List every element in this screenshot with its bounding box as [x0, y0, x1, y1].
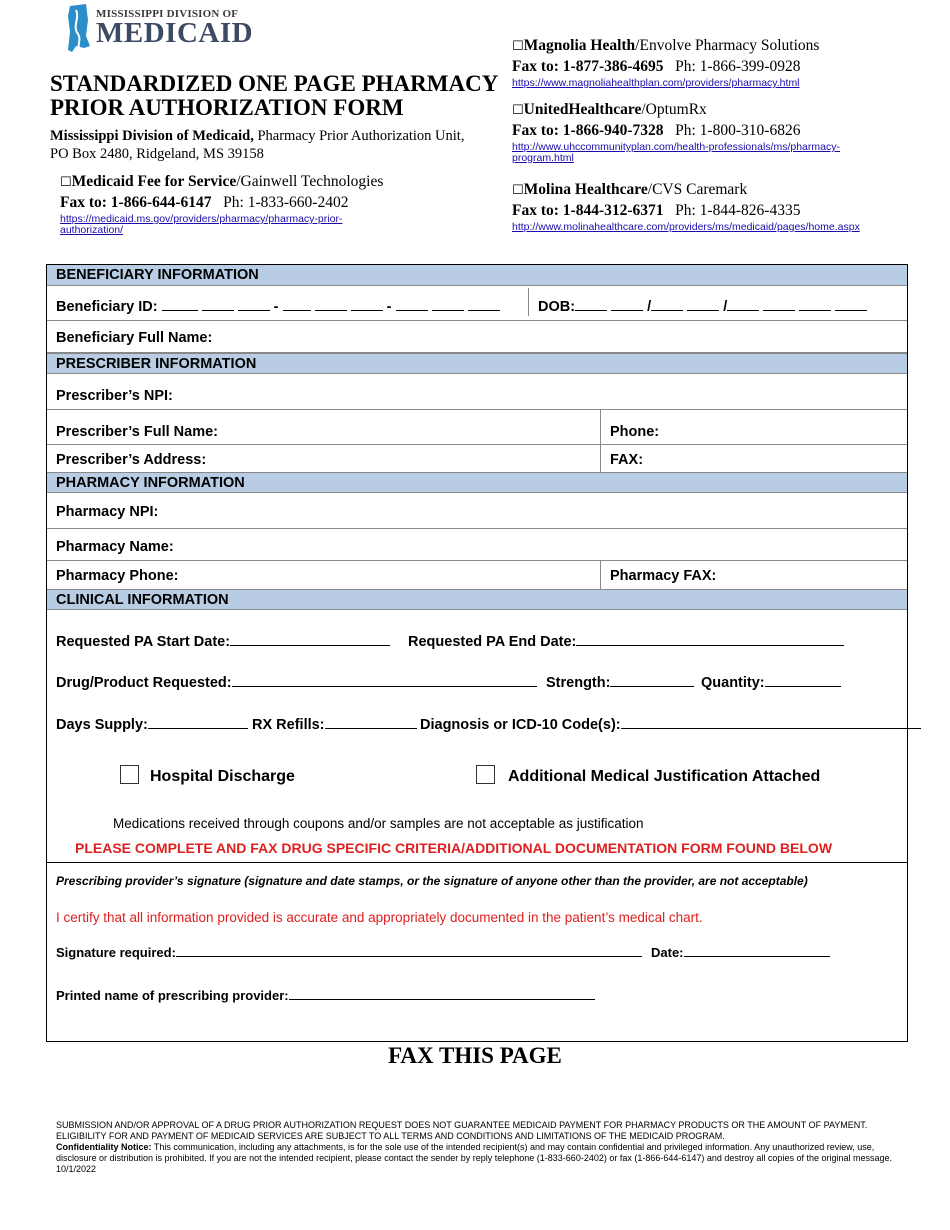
rx-refills-field[interactable]: RX Refills: — [252, 716, 417, 733]
prescriber-address-label[interactable]: Prescriber’s Address: — [56, 452, 207, 468]
divider — [600, 561, 601, 589]
plan-molina-link[interactable]: http://www.molinahealthcare.com/providers/ms/medicaid/pages/home.aspx — [512, 221, 860, 233]
pharmacy-npi-label: Pharmacy NPI: — [56, 504, 159, 520]
drug-product-field[interactable]: Drug/Product Requested: — [56, 674, 537, 691]
plan-magnolia-name: Magnolia Health — [523, 37, 636, 54]
prescriber-phone-label[interactable]: Phone: — [610, 424, 660, 440]
row-prescriber-address — [47, 445, 907, 472]
plan-ffs-checkbox[interactable]: ☐ — [60, 175, 72, 190]
form-title: STANDARDIZED ONE PAGE PHARMACY PRIOR AUTHORIZATION FORM — [50, 71, 498, 120]
date-field[interactable]: Date: — [651, 944, 830, 960]
strength-field[interactable]: Strength: — [546, 674, 694, 691]
pharmacy-fax-label[interactable]: Pharmacy FAX: — [610, 568, 717, 584]
plan-ffs — [60, 173, 500, 236]
address-unit: Pharmacy Prior Authorization Unit, — [253, 128, 465, 144]
section-pharmacy: PHARMACY INFORMATION — [47, 472, 907, 493]
divider — [528, 288, 529, 316]
plan-united — [512, 101, 912, 164]
footer-confidentiality-label: Confidentiality Notice: — [56, 1142, 152, 1152]
plan-ffs-vendor: /Gainwell Technologies — [236, 173, 384, 190]
beneficiary-id-field[interactable]: Beneficiary ID: - - — [56, 298, 500, 315]
plan-united-phone: Ph: 1-800-310-6826 — [675, 122, 801, 139]
footer-confidentiality-text: This communication, including any attachments, is for the sole use of the intended recipient(s) and may contain confidential and privileged information. Any unauthorized review, use, disclosure or distribution is prohibited. If you are not the intended recipient, please contact the sender by reply telephone (1-833-660-2402) or fax (1-866-644-6147) and destroy all copies of the original message. — [56, 1142, 892, 1163]
section-prescriber: PRESCRIBER INFORMATION — [47, 353, 907, 374]
signature-field[interactable]: Signature required: — [56, 944, 642, 960]
plan-magnolia-fax: Fax to: 1-877-386-4695 — [512, 58, 664, 75]
row-beneficiary-name[interactable] — [47, 321, 907, 353]
logo-small-text: MISSISSIPPI DIVISION OF — [96, 8, 239, 20]
plan-magnolia-vendor: /Envolve Pharmacy Solutions — [635, 37, 820, 54]
additional-justification-label: Additional Medical Justification Attached — [508, 768, 821, 785]
printed-name-field[interactable]: Printed name of prescribing provider: — [56, 987, 595, 1003]
row-prescriber-name — [47, 410, 907, 445]
row-beneficiary-id — [47, 286, 907, 321]
row-pharmacy-name[interactable] — [47, 529, 907, 561]
plan-magnolia-link[interactable]: https://www.magnoliahealthplan.com/providers/pharmacy.html — [512, 77, 800, 89]
quantity-field[interactable]: Quantity: — [701, 674, 841, 691]
address-org: Mississippi Division of Medicaid, — [50, 128, 254, 144]
complete-fax-notice: PLEASE COMPLETE AND FAX DRUG SPECIFIC CRITERIA/ADDITIONAL DOCUMENTATION FORM FOUND BELOW — [75, 840, 833, 856]
coupons-note: Medications received through coupons and/or samples are not acceptable as justification — [113, 816, 644, 831]
pa-end-date-field[interactable]: Requested PA End Date: — [408, 633, 844, 650]
row-pharmacy-npi[interactable] — [47, 493, 907, 529]
plan-ffs-name: Medicaid Fee for Service — [71, 173, 237, 190]
footer — [56, 1120, 896, 1175]
plan-magnolia-checkbox[interactable]: ☐ — [512, 39, 524, 54]
plan-magnolia-phone: Ph: 1-866-399-0928 — [675, 58, 801, 75]
medicaid-logo — [62, 2, 252, 62]
row-prescriber-npi[interactable] — [47, 374, 907, 410]
plan-ffs-phone: Ph: 1-833-660-2402 — [223, 194, 349, 211]
divider — [600, 445, 601, 472]
plan-molina-name: Molina Healthcare — [523, 181, 648, 198]
plan-molina-fax: Fax to: 1-844-312-6371 — [512, 202, 664, 219]
signature-note: Prescribing provider’s signature (signature and date stamps, or the signature of anyone other than the provider, are not acceptable) — [56, 874, 808, 888]
section-clinical: CLINICAL INFORMATION — [47, 589, 907, 610]
plan-magnolia — [512, 37, 912, 89]
section-beneficiary: BENEFICIARY INFORMATION — [47, 265, 907, 286]
plan-molina-phone: Ph: 1-844-826-4335 — [675, 202, 801, 219]
days-supply-field[interactable]: Days Supply: — [56, 716, 248, 733]
prescriber-npi-label: Prescriber’s NPI: — [56, 388, 173, 404]
plan-united-name: UnitedHealthcare — [523, 101, 642, 118]
certify-statement: I certify that all information provided is accurate and appropriately documented in the patient’s medical chart. — [56, 910, 703, 925]
prescriber-fax-label[interactable]: FAX: — [610, 452, 644, 468]
logo-big-text: MEDICAID — [96, 17, 254, 49]
dob-field[interactable]: DOB: / / — [538, 298, 867, 315]
footer-date: 10/1/2022 — [56, 1164, 97, 1174]
plan-molina — [512, 181, 932, 233]
divider — [47, 862, 907, 863]
plan-ffs-fax: Fax to: 1-866-644-6147 — [60, 194, 212, 211]
row-pharmacy-phone — [47, 561, 907, 589]
diagnosis-field[interactable]: Diagnosis or ICD-10 Code(s): — [420, 716, 921, 733]
fax-this-page-heading: FAX THIS PAGE — [388, 1043, 562, 1068]
hospital-discharge-checkbox[interactable] — [120, 765, 139, 784]
plan-united-link[interactable]: http://www.uhccommunityplan.com/health-professionals/ms/pharmacy- program.html — [512, 141, 840, 164]
plan-molina-vendor: /CVS Caremark — [647, 181, 748, 198]
divider — [600, 410, 601, 445]
plan-united-vendor: /OptumRx — [641, 101, 707, 118]
plan-ffs-link[interactable]: https://medicaid.ms.gov/providers/pharmacy/pharmacy-prior- authorization/ — [60, 213, 343, 236]
footer-disclaimer: SUBMISSION AND/OR APPROVAL OF A DRUG PRIOR AUTHORIZATION REQUEST DOES NOT GUARANTEE MEDICAID PAYMENT FOR PHARMACY PRODUCTS OR THE AMOUNT OF PAYMENT. ELIGIBILITY FOR AND PAYMENT OF MEDICAID SERVICES ARE SUBJECT TO ALL TERMS AND CONDITIONS AND LIMITATIONS OF THE MEDICAID PROGRAM. — [56, 1120, 868, 1141]
beneficiary-name-label: Beneficiary Full Name: — [56, 330, 213, 346]
address-line2: PO Box 2480, Ridgeland, MS 39158 — [50, 146, 264, 162]
pharmacy-name-label: Pharmacy Name: — [56, 539, 174, 555]
plan-molina-checkbox[interactable]: ☐ — [512, 183, 524, 198]
pa-start-date-field[interactable]: Requested PA Start Date: — [56, 633, 390, 650]
plan-united-fax: Fax to: 1-866-940-7328 — [512, 122, 664, 139]
plan-united-checkbox[interactable]: ☐ — [512, 103, 524, 118]
prescriber-name-label[interactable]: Prescriber’s Full Name: — [56, 424, 218, 440]
hospital-discharge-label: Hospital Discharge — [150, 768, 295, 785]
pharmacy-phone-label[interactable]: Pharmacy Phone: — [56, 568, 179, 584]
additional-justification-checkbox[interactable] — [476, 765, 495, 784]
address-block — [50, 127, 500, 163]
pa-form — [46, 264, 908, 1042]
